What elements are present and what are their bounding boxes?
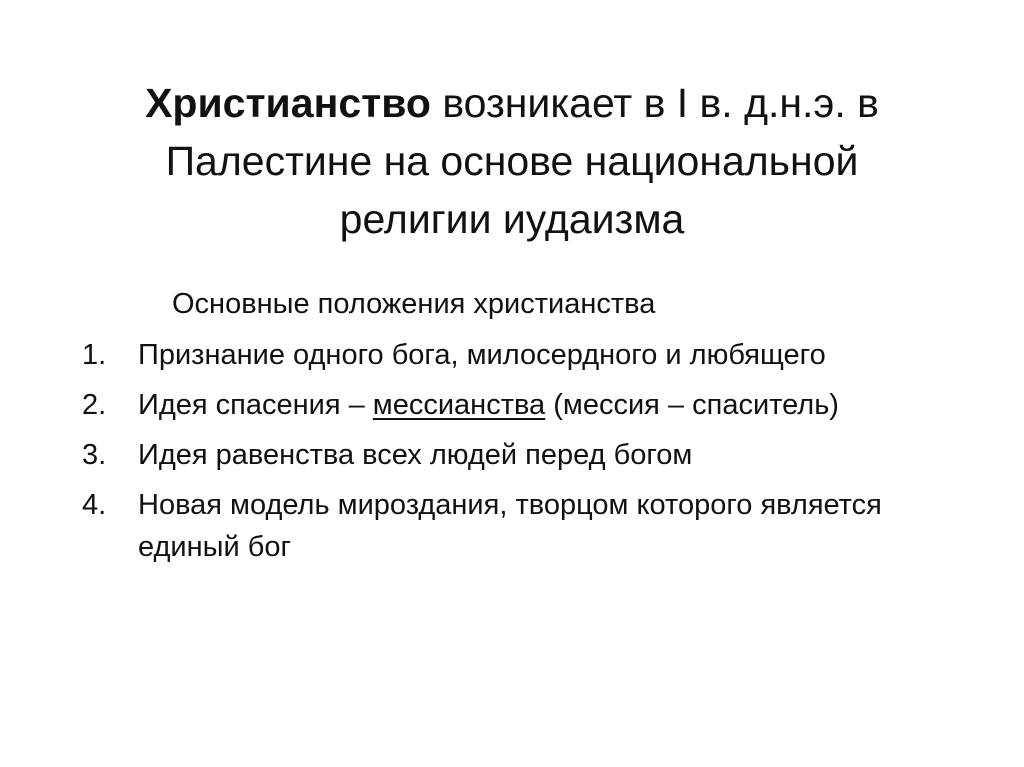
title-line2: Палестине на основе национальной bbox=[165, 138, 859, 184]
slide-title bbox=[60, 74, 964, 248]
list-item bbox=[82, 334, 962, 376]
list-item-number: 2. bbox=[82, 389, 107, 421]
list-item-number: 3. bbox=[82, 439, 107, 471]
title-line3: религии иудаизма bbox=[339, 196, 685, 242]
title-line1-rest: возникает в I в. д.н.э. в bbox=[430, 80, 879, 126]
list-item bbox=[82, 484, 962, 568]
underlined-term: мессианства bbox=[372, 389, 546, 421]
list-item-text-before: Идея спасения – bbox=[138, 389, 373, 421]
list-item-text-after: (месcия – спаситель) bbox=[545, 389, 839, 421]
principles-list bbox=[82, 334, 962, 576]
list-item-text: Признание одного бога, милосердного и любящего bbox=[138, 339, 826, 371]
list-item-text: Новая модель мироздания, творцом которого является единый бог bbox=[138, 489, 882, 563]
title-bold-part: Христианство bbox=[145, 80, 431, 126]
list-item-number: 4. bbox=[82, 489, 107, 521]
list-item bbox=[82, 434, 962, 476]
slide-subtitle: Основные положения христианства bbox=[172, 288, 656, 320]
list-item bbox=[82, 384, 962, 426]
list-item-number: 1. bbox=[82, 339, 107, 371]
list-item-text: Идея равенства всех людей перед богом bbox=[138, 439, 693, 471]
